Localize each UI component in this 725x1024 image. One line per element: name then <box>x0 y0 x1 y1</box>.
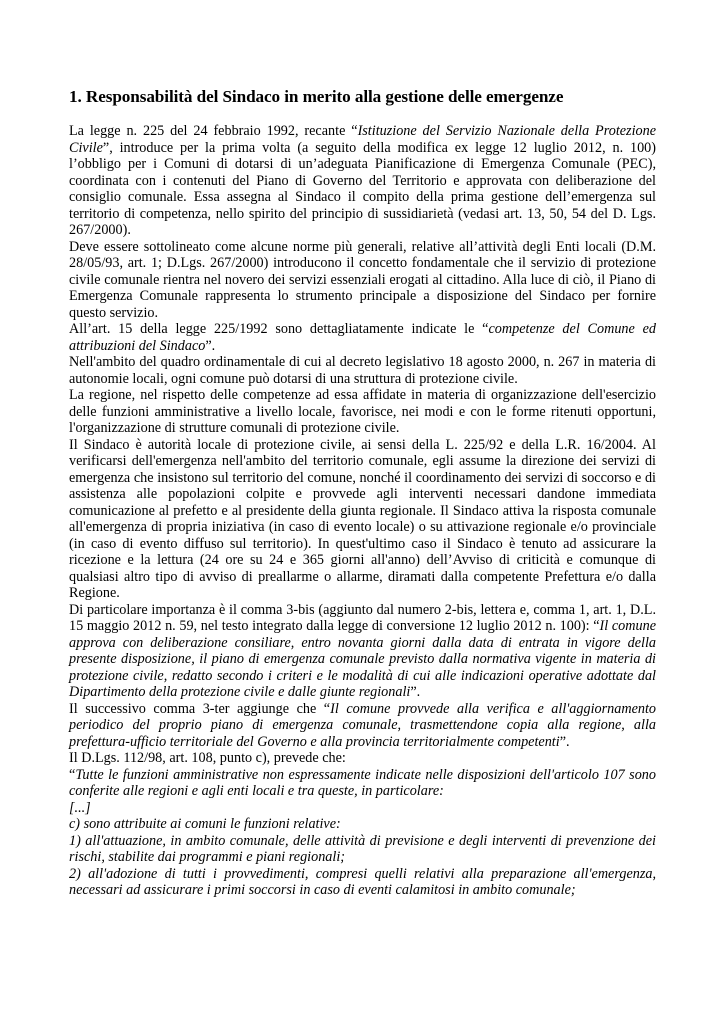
text: ”. <box>559 733 570 750</box>
quote-ellipsis <box>69 800 656 817</box>
italic-text: Istituzione del Servizio Nazionale della Protezione Civile <box>69 123 656 156</box>
quote-item-c <box>69 816 656 833</box>
quote-item-2 <box>69 866 656 899</box>
italic-text: Il comune approva con deliberazione consiliare, entro novanta giorni dalla data di entrata in vigore della presente disposizione, il piano di emergenza comunale previsto dalla normativa vigente in materia di protezione civile, redatto secondo i criteri e le modalità di cui alle indicazioni operative adottate dal Dipartimento della protezione civile e dalle giunte regionali <box>69 618 656 700</box>
italic-text: Tutte le funzioni amministrative non espressamente indicate nelle disposizioni dell'articolo 107 sono conferite alle regioni e agli enti locali e tra queste, in particolare: <box>69 766 656 799</box>
paragraph-dlgs-112: Il D.Lgs. 112/98, art. 108, punto c), prevede che: <box>69 750 346 766</box>
section-heading: 1. Responsabilità del Sindaco in merito alla gestione delle emergenze <box>69 87 564 106</box>
italic-text: competenze del Comune ed attribuzioni del Sindaco <box>69 321 656 354</box>
text: Di particolare importanza è il comma 3-bis (aggiunto dal numero 2-bis, lettera e, comma 1, art. 1, D.L. 15 maggio 2012 n. 59, nel testo integrato dalla legge di conversione 12 luglio 2012 n. 100): “ <box>69 601 656 634</box>
paragraph-norme-generali: Deve essere sottolineato come alcune norme più generali, relative all’attività degli Enti locali (D.M. 28/05/93, art. 1; D.Lgs. 267/2000) introducono il concetto fondamentale che il servizio di protezione civile comunale rientra nel novero dei servizi essenziali erogati al cittadino. Alla luce di ciò, il Piano di Emergenza Comunale rappresenta lo strumento principale a disposizione del Sindaco per fornire questo servizio. <box>69 238 656 321</box>
paragraph-comma-3-bis <box>69 602 656 701</box>
paragraph-sindaco-autorita: Il Sindaco è autorità locale di protezione civile, ai sensi della L. 225/92 e della L.R. 16/2004. Al verificarsi dell'emergenza nell'ambito del territorio comunale, egli assume la direzione dei servizi di emergenza che insistono sul territorio del comune, nonché il coordinamento dei servizi di soccorso e di assistenza alle popolazioni colpite e provvede agli interventi necessari dandone immediata comunicazione al prefetto e al presidente della giunta regionale. Il Sindaco attiva la risposta comunale all'emergenza di propria iniziativa (in caso di evento locale) o su attivazione regionale e/o provinciale (in caso di evento diffuso sul territorio). In quest'ultimo caso il Sindaco è tenuto ad assicurare la ricezione e la lettura (24 ore su 24 e 365 giorni all'anno) dell’Avviso di criticità e comunque di qualsiasi altro tipo di avviso di preallarme o allarme, diramati dalla competente Prefettura e/o dalla Regione. <box>69 436 656 601</box>
italic-text: c) sono attribuite ai comuni le funzioni relative: <box>69 816 341 832</box>
paragraph-legge-225 <box>69 123 656 239</box>
italic-text: Il comune provvede alla verifica e all'aggiornamento periodico del proprio piano di emergenza comunale, trasmettendone copia alla regione, alla prefettura-ufficio territoriale del Governo e alla provincia territorialmente competenti <box>69 700 656 750</box>
text: ”, introduce per la prima volta (a seguito della modifica ex legge 12 luglio 2012, n. 100) l’obbligo per i Comuni di dotarsi di un’adeguata Pianificazione di Emergenza Comunale (PEC), coordinata con i contenuti del Piano di Governo del Territorio e approvata con deliberazione del consiglio comunale. Essa assegna al Sindaco il compito della prima gestione dell’emergenza sul territorio di competenza, nello spirito del principio di sussidiarietà (vedasi art. 13, 50, 54 del D. Lgs. 267/2000). <box>69 139 656 238</box>
text: ”. <box>410 684 421 700</box>
paragraph-comma-3-ter <box>69 701 656 751</box>
paragraph-art-15 <box>69 321 656 354</box>
paragraph-autonomie-locali: Nell'ambito del quadro ordinamentale di cui al decreto legislativo 18 agosto 2000, n. 267 in materia di autonomie locali, ogni comune può dotarsi di una struttura di protezione civile. <box>69 354 656 387</box>
text: La legge n. 225 del 24 febbraio 1992, recante “ <box>69 123 358 139</box>
italic-text: 1) all'attuazione, in ambito comunale, delle attività di previsione e degli interventi di prevenzione dei rischi, stabilite dai programmi e piani regionali; <box>69 832 656 865</box>
paragraph-regione: La regione, nel rispetto delle competenze ad essa affidate in materia di organizzazione dell'esercizio delle funzioni amministrative a livello locale, favorisce, nei modi e con le forme ritenuti opportuni, l'organizzazione di strutture comunali di protezione civile. <box>69 387 656 436</box>
document-body <box>69 87 656 899</box>
quote-funzioni-amministrative <box>69 767 656 800</box>
italic-text: 2) all'adozione di tutti i provvedimenti, compresi quelli relativi alla preparazione all'emergenza, necessari ad assicurare i primi soccorsi in caso di eventi calamitosi in ambito comunale; <box>69 865 656 898</box>
text: All’art. 15 della legge 225/1992 sono dettagliatamente indicate le “ <box>69 321 489 337</box>
text: “ <box>69 766 76 783</box>
quote-item-1 <box>69 833 656 866</box>
text: ”. <box>205 337 216 354</box>
text: Il successivo comma 3-ter aggiunge che “ <box>69 700 331 717</box>
italic-text: [...] <box>69 799 91 816</box>
